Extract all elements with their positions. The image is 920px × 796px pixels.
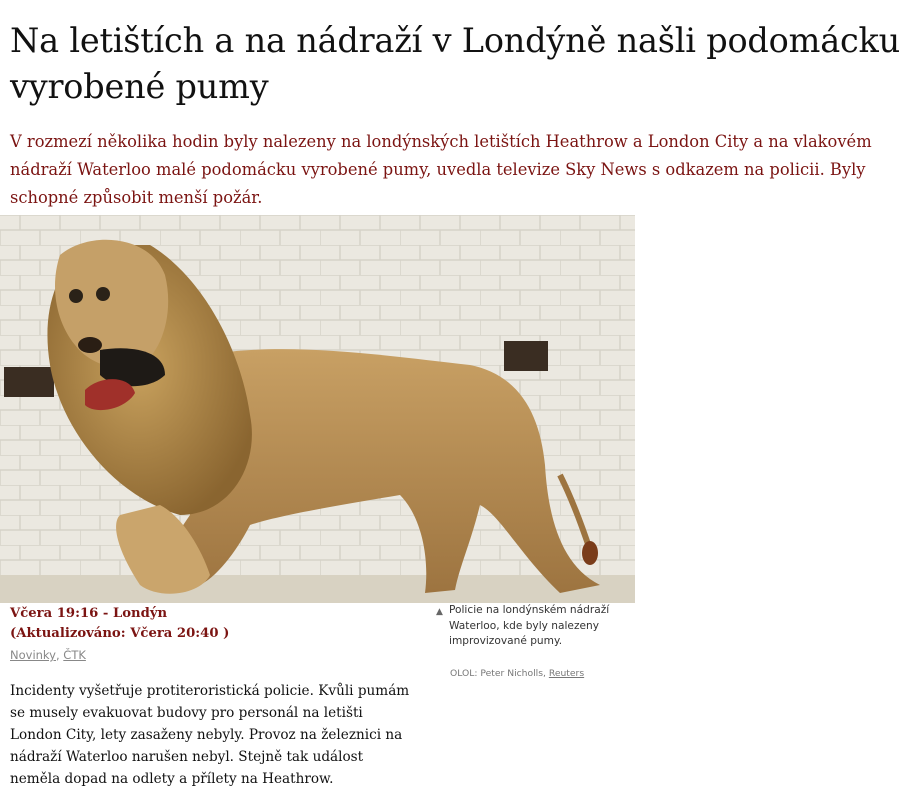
updated-date: (Aktualizováno: Včera 20:40 )	[10, 626, 230, 641]
article-headline: Na letištích a na nádraží v Londýně našli podomácku vyrobené pumy	[10, 21, 901, 106]
caption-text: Policie na londýnském nádraží Waterloo, kde byly nalezeny improvizované pumy.	[449, 604, 610, 647]
caption-triangle-icon: ▲	[436, 607, 443, 617]
photo-credit	[450, 668, 584, 679]
stuffed-lion-image	[0, 215, 635, 603]
article-photo[interactable]	[0, 215, 635, 603]
article-meta	[10, 604, 410, 665]
photo-caption	[436, 603, 626, 650]
source-links	[10, 645, 410, 665]
photo-credit-label: OLOL: Peter Nicholls,	[450, 668, 549, 679]
source-link-novinky[interactable]: Novinky	[10, 648, 56, 662]
photo-credit-agency-link[interactable]: Reuters	[548, 668, 585, 679]
source-separator: ,	[55, 648, 64, 662]
publish-date: Včera 19:16 - Londýn	[10, 606, 168, 621]
article-body: Incidenty vyšetřuje protiteroristická policie. Kvůli pumám se musely evakuovat budovy pro personál na letišti London City, lety zasaženy nebyly. Provoz na železnici na nádraží Waterloo narušen nebyl. Stejně tak událost neměla dopad na odlety a přílety na Heathrow.	[10, 683, 410, 787]
source-link-ctk[interactable]: ČTK	[63, 648, 86, 662]
article-perex: V rozmezí několika hodin byly nalezeny na londýnských letištích Heathrow a London City a na vlakovém nádraží Waterloo malé podomácku vyrobené pumy, uvedla televize Sky News s odkazem na policii. Byly schopné způsobit menší požár.	[10, 132, 872, 207]
